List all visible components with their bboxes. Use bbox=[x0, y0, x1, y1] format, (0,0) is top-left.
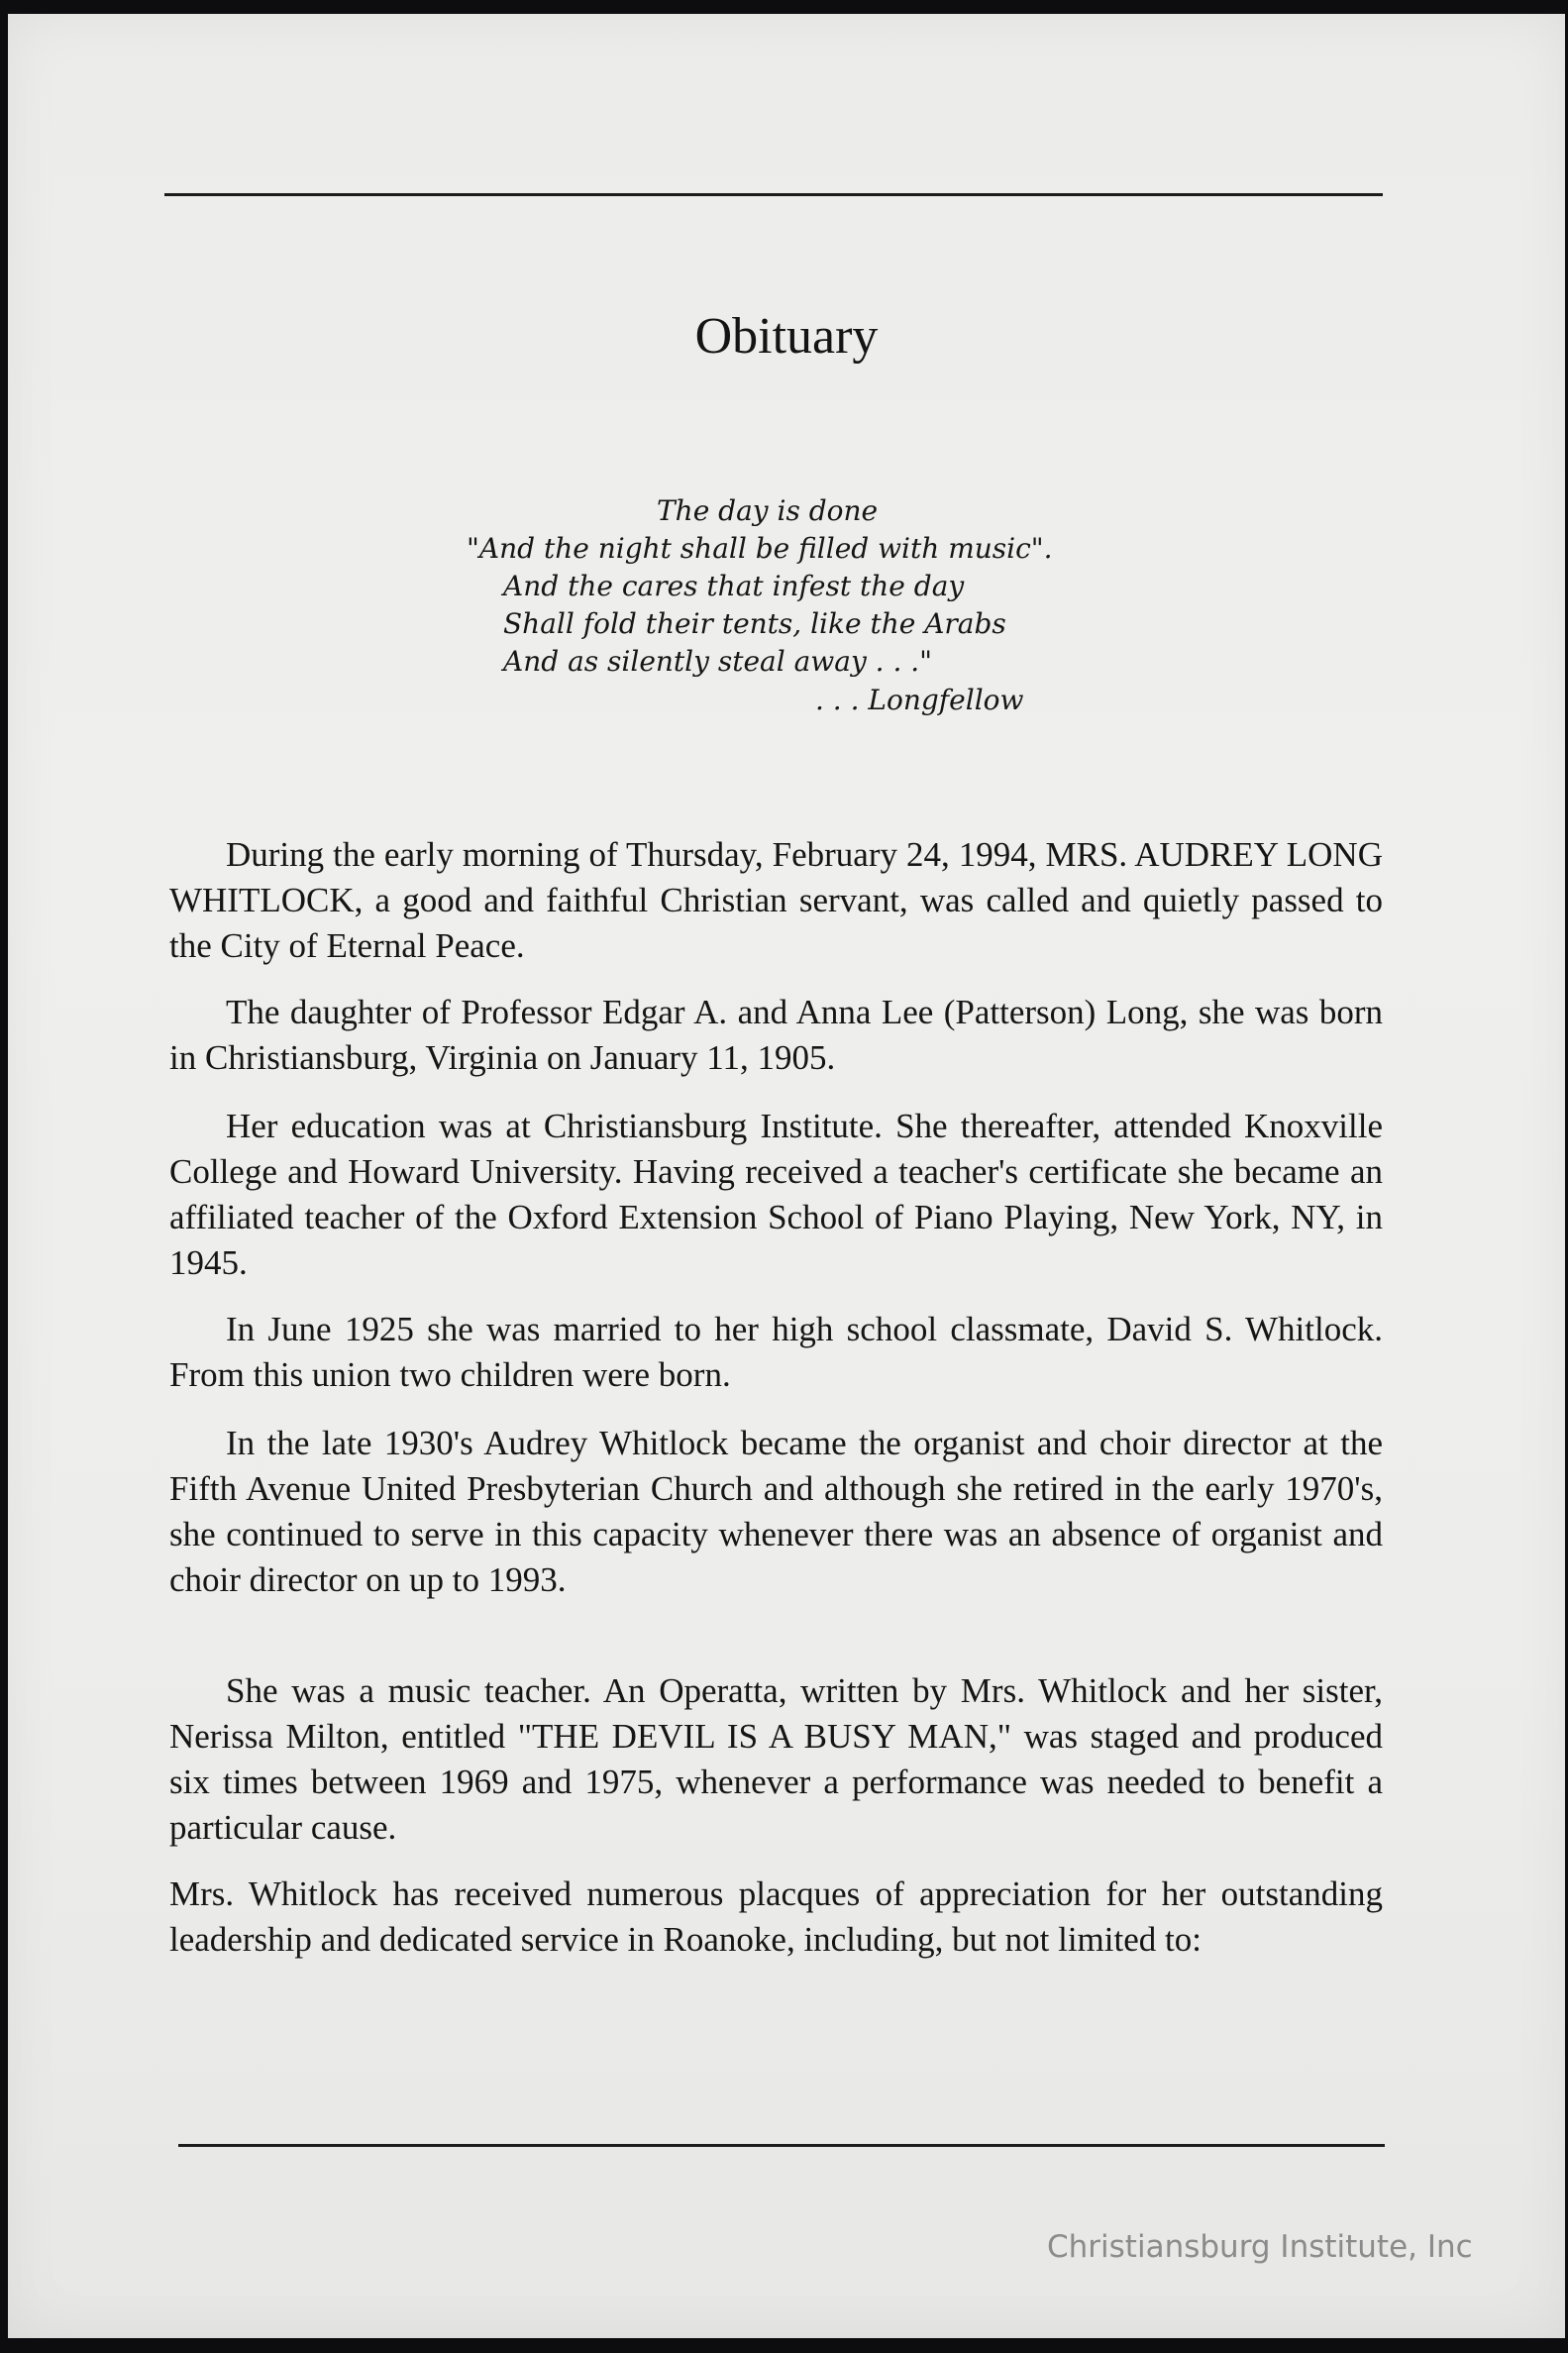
poem-line: Shall fold their tents, like the Arabs bbox=[503, 607, 1006, 640]
poem-line: The day is done bbox=[657, 494, 879, 527]
bottom-rule bbox=[178, 2144, 1385, 2147]
paragraph-appreciation: Mrs. Whitlock has received numerous placques of appreciation for her outstanding leadership and dedicated service in Roanoke, including, but not limited to: bbox=[169, 1874, 1383, 1959]
poem-line: "And the night shall be filled with music". bbox=[467, 532, 1053, 565]
paragraph-birth: The daughter of Professor Edgar A. and Anna Lee (Patterson) Long, she was born in Christiansburg, Virginia on January 11, 1905. bbox=[169, 993, 1383, 1077]
paragraph-death-notice: During the early morning of Thursday, February 24, 1994, MRS. AUDREY LONG WHITLOCK, a good and faithful Christian servant, was called and quietly passed to the City of Eternal Peace. bbox=[169, 835, 1383, 965]
paragraph-music-teacher: She was a music teacher. An Operatta, written by Mrs. Whitlock and her sister, Nerissa Milton, entitled "THE DEVIL IS A BUSY MAN," was staged and produced six times between 1969 and 1975, whenever a performance was needed to benefit a particular cause. bbox=[169, 1671, 1383, 1847]
poem-line: And as silently steal away . . ." bbox=[503, 645, 933, 678]
paragraph-organist: In the late 1930's Audrey Whitlock became the organist and choir director at the Fifth Avenue United Presbyterian Church and although she retired in the early 1970's, she continued to serve in this capacity whenever there was an absence of organist and choir director on up to 1993. bbox=[169, 1424, 1383, 1599]
document-page bbox=[8, 14, 1565, 2338]
page-title: Obituary bbox=[694, 308, 879, 365]
paragraph-education: Her education was at Christiansburg Institute. She thereafter, attended Knoxville College and Howard University. Having received a teacher's certificate she became an affiliated teacher of the Oxford Extension School of Piano Playing, New York, NY, in 1945. bbox=[169, 1107, 1383, 1282]
top-rule bbox=[164, 193, 1383, 196]
watermark: Christiansburg Institute, Inc bbox=[1047, 2229, 1473, 2265]
poem-line: And the cares that infest the day bbox=[503, 570, 965, 602]
paragraph-marriage: In June 1925 she was married to her high school classmate, David S. Whitlock. From this union two children were born. bbox=[169, 1310, 1383, 1394]
poem-attribution: . . . Longfellow bbox=[815, 684, 1024, 716]
